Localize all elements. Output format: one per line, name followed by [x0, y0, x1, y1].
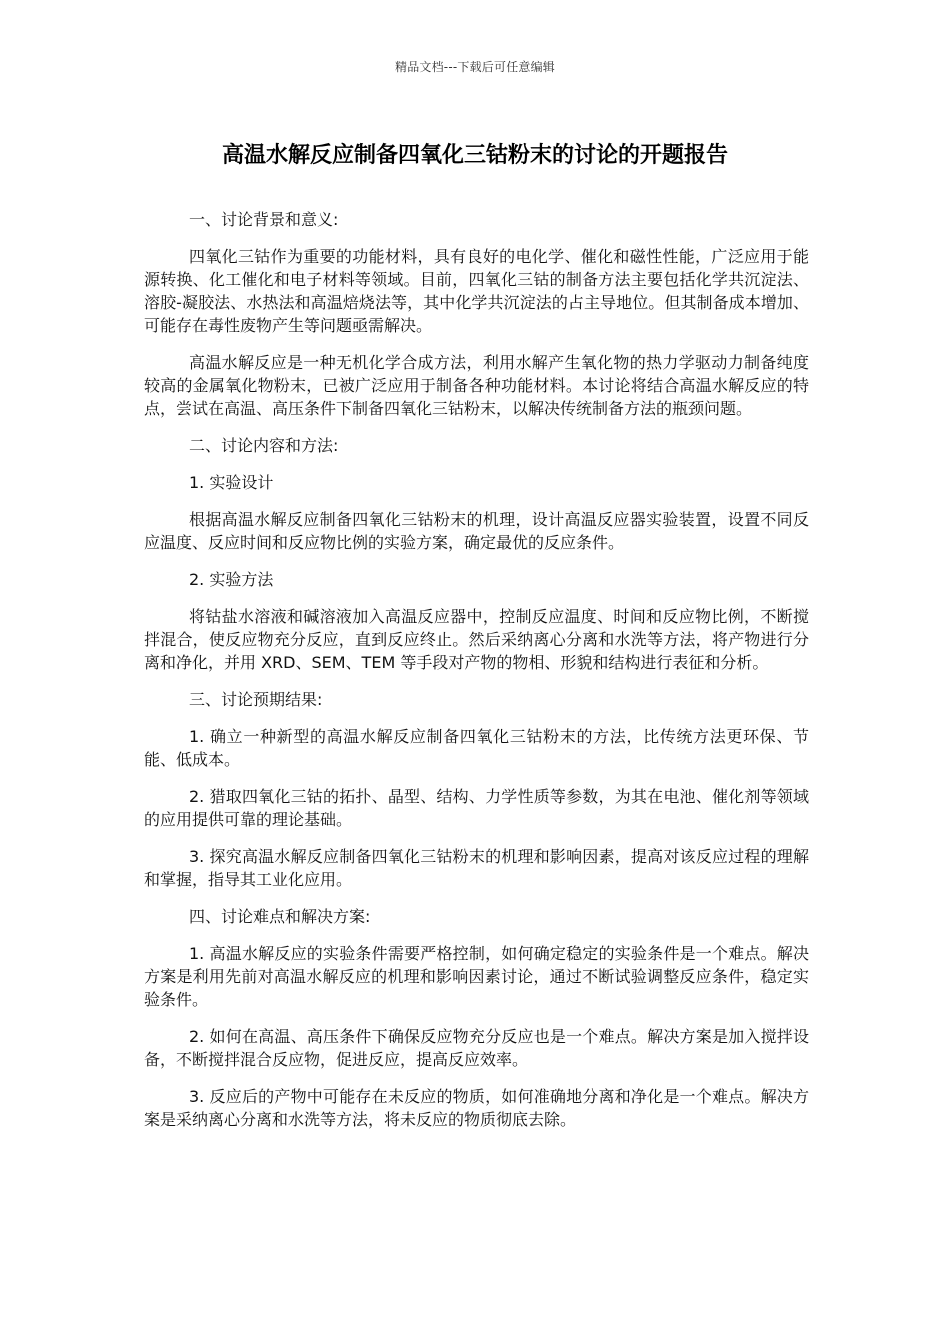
paragraph: 高温水解反应是一种无机化学合成方法，利用水解产生氧化物的热力学驱动力制备纯度较高的金属氧化物粉末，已被广泛应用于制备各种功能材料。本讨论将结合高温水解反应的特点，尝试在高温、高压条件下制备四氧化三钴粉末，以解决传统制备方法的瓶颈问题。 — [144, 353, 809, 418]
list-item: 3. 探究高温水解反应制备四氧化三钴粉末的机理和影响因素，提高对该反应过程的理解和掌握，指导其工业化应用。 — [144, 847, 809, 889]
document-title: 高温水解反应制备四氧化三钴粉末的讨论的开题报告 — [221, 143, 728, 168]
subheading-experiment-method: 2. 实验方法 — [189, 570, 274, 589]
document-body — [144, 208, 809, 1145]
paragraph: 将钴盐水溶液和碱溶液加入高温反应器中，控制反应温度、时间和反应物比例，不断搅拌混合，使反应物充分反应，直到反应终止。然后采纳离心分离和水洗等方法，将产物进行分离和净化，并用 XRD、SEM、TEM 等手段对产物的物相、形貌和结构进行表征和分析。 — [144, 607, 809, 672]
section-heading-background: 一、讨论背景和意义: — [189, 210, 339, 229]
list-item: 1. 确立一种新型的高温水解反应制备四氧化三钴粉末的方法，比传统方法更环保、节能、低成本。 — [144, 727, 809, 769]
paragraph: 四氧化三钴作为重要的功能材料，具有良好的电化学、催化和磁性性能，广泛应用于能源转换、化工催化和电子材料等领域。目前，四氧化三钴的制备方法主要包括化学共沉淀法、溶胶-凝胶法、水热法和高温焙烧法等，其中化学共沉淀法的占主导地位。但其制备成本增加、可能存在毒性废物产生等问题亟需解决。 — [144, 247, 809, 335]
page-header: 精品文档---下载后可任意编辑 — [395, 60, 555, 74]
list-item: 2. 如何在高温、高压条件下确保反应物充分反应也是一个难点。解决方案是加入搅拌设备，不断搅拌混合反应物，促进反应，提高反应效率。 — [144, 1027, 809, 1069]
paragraph: 根据高温水解反应制备四氧化三钴粉末的机理，设计高温反应器实验装置，设置不同反应温度、反应时间和反应物比例的实验方案，确定最优的反应条件。 — [144, 510, 809, 552]
subheading-experiment-design: 1. 实验设计 — [189, 473, 274, 492]
list-item: 2. 猎取四氧化三钴的拓扑、晶型、结构、力学性质等参数，为其在电池、催化剂等领域的应用提供可靠的理论基础。 — [144, 787, 809, 829]
section-heading-content-methods: 二、讨论内容和方法: — [189, 436, 339, 455]
list-item: 3. 反应后的产物中可能存在未反应的物质，如何准确地分离和净化是一个难点。解决方案是采纳离心分离和水洗等方法，将未反应的物质彻底去除。 — [144, 1087, 809, 1129]
section-heading-expected-results: 三、讨论预期结果: — [189, 690, 323, 709]
list-item: 1. 高温水解反应的实验条件需要严格控制，如何确定稳定的实验条件是一个难点。解决方案是利用先前对高温水解反应的机理和影响因素讨论，通过不断试验调整反应条件，稳定实验条件。 — [144, 944, 809, 1009]
section-heading-difficulties: 四、讨论难点和解决方案: — [189, 907, 371, 926]
